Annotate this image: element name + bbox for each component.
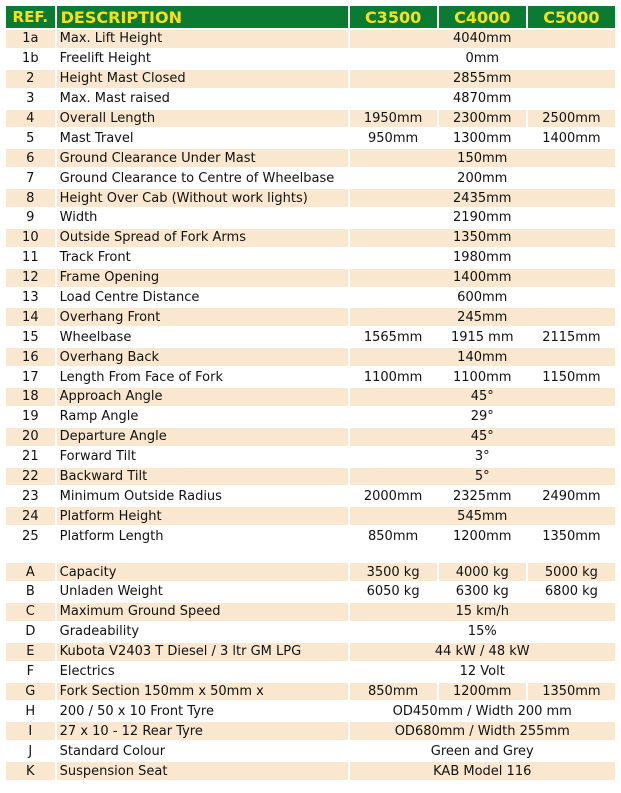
row-value: 1950mm <box>350 110 437 128</box>
row-value-all: 150mm <box>350 149 616 167</box>
row-description: Ground Clearance to Centre of Wheelbase <box>57 169 348 187</box>
row-ref: 12 <box>6 269 55 287</box>
row-ref: 2 <box>6 70 55 88</box>
row-value-all: 2190mm <box>350 209 616 227</box>
row-value: 3500 kg <box>350 563 437 581</box>
row-ref: 11 <box>6 249 55 267</box>
row-value-all: 15% <box>350 623 616 641</box>
row-ref: 13 <box>6 289 55 307</box>
row-value: 2000mm <box>350 487 437 505</box>
row-description: Max. Lift Height <box>57 30 348 48</box>
table-row <box>6 30 615 48</box>
row-ref: 17 <box>6 368 55 386</box>
table-row <box>6 408 615 426</box>
table-row <box>6 563 615 581</box>
row-description: Freelift Height <box>57 50 348 68</box>
table-row <box>6 448 615 466</box>
table-row <box>6 269 615 287</box>
row-ref: 18 <box>6 388 55 406</box>
row-value: 1915 mm <box>439 328 526 346</box>
row-value-all: 45° <box>350 388 616 406</box>
row-value-all: 3° <box>350 448 616 466</box>
header-description: DESCRIPTION <box>57 6 348 28</box>
row-ref: 8 <box>6 189 55 207</box>
row-ref: 1b <box>6 50 55 68</box>
row-value-all: 12 Volt <box>350 663 616 681</box>
row-value-all: OD680mm / Width 255mm <box>350 722 616 740</box>
row-description: Max. Mast raised <box>57 90 348 108</box>
row-value-all: OD450mm / Width 200 mm <box>350 702 616 720</box>
row-ref: 16 <box>6 348 55 366</box>
row-description: Electrics <box>57 663 348 681</box>
row-description: Frame Opening <box>57 269 348 287</box>
row-description: Forward Tilt <box>57 448 348 466</box>
table-row <box>6 623 615 641</box>
row-description: Backward Tilt <box>57 468 348 486</box>
table-row <box>6 603 615 621</box>
row-description: Width <box>57 209 348 227</box>
table-row <box>6 169 615 187</box>
table-row <box>6 507 615 525</box>
row-value: 1300mm <box>439 129 526 147</box>
row-value: 1200mm <box>439 527 526 545</box>
table-row <box>6 308 615 326</box>
row-ref: 3 <box>6 90 55 108</box>
table-row <box>6 129 615 147</box>
row-description: Unladen Weight <box>57 583 348 601</box>
table-row <box>6 683 615 701</box>
row-ref: 5 <box>6 129 55 147</box>
row-value-all: 4040mm <box>350 30 616 48</box>
row-description: Maximum Ground Speed <box>57 603 348 621</box>
table-row <box>6 328 615 346</box>
row-value-all: 5° <box>350 468 616 486</box>
row-description: Fork Section 150mm x 50mm x <box>57 683 348 701</box>
table-row <box>6 249 615 267</box>
row-value-all: 1400mm <box>350 269 616 287</box>
row-ref: 9 <box>6 209 55 227</box>
table-row <box>6 90 615 108</box>
row-ref: F <box>6 663 55 681</box>
spacer-cell <box>6 547 615 561</box>
row-description: Wheelbase <box>57 328 348 346</box>
row-description: Platform Length <box>57 527 348 545</box>
row-value: 6800 kg <box>528 583 615 601</box>
table-row <box>6 229 615 247</box>
row-value: 1100mm <box>350 368 437 386</box>
table-row <box>6 149 615 167</box>
row-value-all: 29° <box>350 408 616 426</box>
table-row <box>6 762 615 780</box>
row-value-all: 600mm <box>350 289 616 307</box>
row-description: Height Mast Closed <box>57 70 348 88</box>
row-description: Length From Face of Fork <box>57 368 348 386</box>
row-description: 27 x 10 - 12 Rear Tyre <box>57 722 348 740</box>
row-ref: 4 <box>6 110 55 128</box>
table-row <box>6 289 615 307</box>
row-ref: 21 <box>6 448 55 466</box>
row-ref: 24 <box>6 507 55 525</box>
header-model-c3500: C3500 <box>350 6 437 28</box>
row-value-all: Green and Grey <box>350 742 616 760</box>
row-value: 1565mm <box>350 328 437 346</box>
table-row <box>6 209 615 227</box>
row-value-all: 15 km/h <box>350 603 616 621</box>
row-ref: B <box>6 583 55 601</box>
row-description: Standard Colour <box>57 742 348 760</box>
table-row <box>6 348 615 366</box>
row-description: Height Over Cab (Without work lights) <box>57 189 348 207</box>
row-value-all: 1980mm <box>350 249 616 267</box>
header-model-c4000: C4000 <box>439 6 526 28</box>
row-value-all: 245mm <box>350 308 616 326</box>
table-row <box>6 368 615 386</box>
row-ref: 14 <box>6 308 55 326</box>
row-ref: E <box>6 643 55 661</box>
spec-table <box>4 4 617 782</box>
row-value: 1350mm <box>528 683 615 701</box>
row-description: Approach Angle <box>57 388 348 406</box>
row-value: 4000 kg <box>439 563 526 581</box>
row-value-all: 1350mm <box>350 229 616 247</box>
row-description: Load Centre Distance <box>57 289 348 307</box>
row-value-all: 44 kW / 48 kW <box>350 643 616 661</box>
row-value-all: 0mm <box>350 50 616 68</box>
row-description: Overhang Back <box>57 348 348 366</box>
row-description: Overall Length <box>57 110 348 128</box>
table-row <box>6 50 615 68</box>
row-ref: 15 <box>6 328 55 346</box>
table-row <box>6 527 615 545</box>
row-description: Departure Angle <box>57 428 348 446</box>
table-row <box>6 428 615 446</box>
row-description: Minimum Outside Radius <box>57 487 348 505</box>
row-ref: 22 <box>6 468 55 486</box>
row-description: Ramp Angle <box>57 408 348 426</box>
table-row <box>6 388 615 406</box>
row-value-all: 2435mm <box>350 189 616 207</box>
row-ref: 25 <box>6 527 55 545</box>
row-ref: 6 <box>6 149 55 167</box>
row-ref: 10 <box>6 229 55 247</box>
row-ref: A <box>6 563 55 581</box>
row-value: 2300mm <box>439 110 526 128</box>
row-description: Platform Height <box>57 507 348 525</box>
table-row <box>6 742 615 760</box>
table-row <box>6 702 615 720</box>
row-ref: 20 <box>6 428 55 446</box>
row-ref: G <box>6 683 55 701</box>
row-description: Mast Travel <box>57 129 348 147</box>
row-value: 2325mm <box>439 487 526 505</box>
row-description: 200 / 50 x 10 Front Tyre <box>57 702 348 720</box>
row-ref: 19 <box>6 408 55 426</box>
row-description: Capacity <box>57 563 348 581</box>
row-value: 950mm <box>350 129 437 147</box>
table-row <box>6 487 615 505</box>
row-description: Overhang Front <box>57 308 348 326</box>
table-row <box>6 70 615 88</box>
row-value-all: 200mm <box>350 169 616 187</box>
row-value: 6300 kg <box>439 583 526 601</box>
row-description: Suspension Seat <box>57 762 348 780</box>
row-description: Ground Clearance Under Mast <box>57 149 348 167</box>
row-ref: J <box>6 742 55 760</box>
row-value-all: 140mm <box>350 348 616 366</box>
row-value: 2500mm <box>528 110 615 128</box>
row-ref: 7 <box>6 169 55 187</box>
row-value-all: 2855mm <box>350 70 616 88</box>
row-value: 850mm <box>350 683 437 701</box>
table-row <box>6 189 615 207</box>
header-row <box>6 6 615 28</box>
table-row <box>6 722 615 740</box>
row-value: 1100mm <box>439 368 526 386</box>
row-description: Outside Spread of Fork Arms <box>57 229 348 247</box>
row-value: 1150mm <box>528 368 615 386</box>
row-ref: I <box>6 722 55 740</box>
table-row <box>6 583 615 601</box>
table-row <box>6 663 615 681</box>
row-ref: K <box>6 762 55 780</box>
row-value-all: KAB Model 116 <box>350 762 616 780</box>
row-ref: 23 <box>6 487 55 505</box>
row-value: 1350mm <box>528 527 615 545</box>
row-description: Kubota V2403 T Diesel / 3 ltr GM LPG <box>57 643 348 661</box>
row-value: 5000 kg <box>528 563 615 581</box>
row-value-all: 545mm <box>350 507 616 525</box>
row-value: 6050 kg <box>350 583 437 601</box>
header-ref: REF. <box>6 6 55 28</box>
row-ref: D <box>6 623 55 641</box>
header-model-c5000: C5000 <box>528 6 615 28</box>
row-description: Gradeability <box>57 623 348 641</box>
row-value: 2115mm <box>528 328 615 346</box>
row-value: 1400mm <box>528 129 615 147</box>
row-ref: C <box>6 603 55 621</box>
row-description: Track Front <box>57 249 348 267</box>
row-value: 2490mm <box>528 487 615 505</box>
row-value-all: 4870mm <box>350 90 616 108</box>
row-value-all: 45° <box>350 428 616 446</box>
section-spacer <box>6 547 615 561</box>
table-row <box>6 468 615 486</box>
row-value: 850mm <box>350 527 437 545</box>
table-row <box>6 110 615 128</box>
row-ref: 1a <box>6 30 55 48</box>
row-ref: H <box>6 702 55 720</box>
row-value: 1200mm <box>439 683 526 701</box>
spec-body <box>6 30 615 780</box>
table-row <box>6 643 615 661</box>
